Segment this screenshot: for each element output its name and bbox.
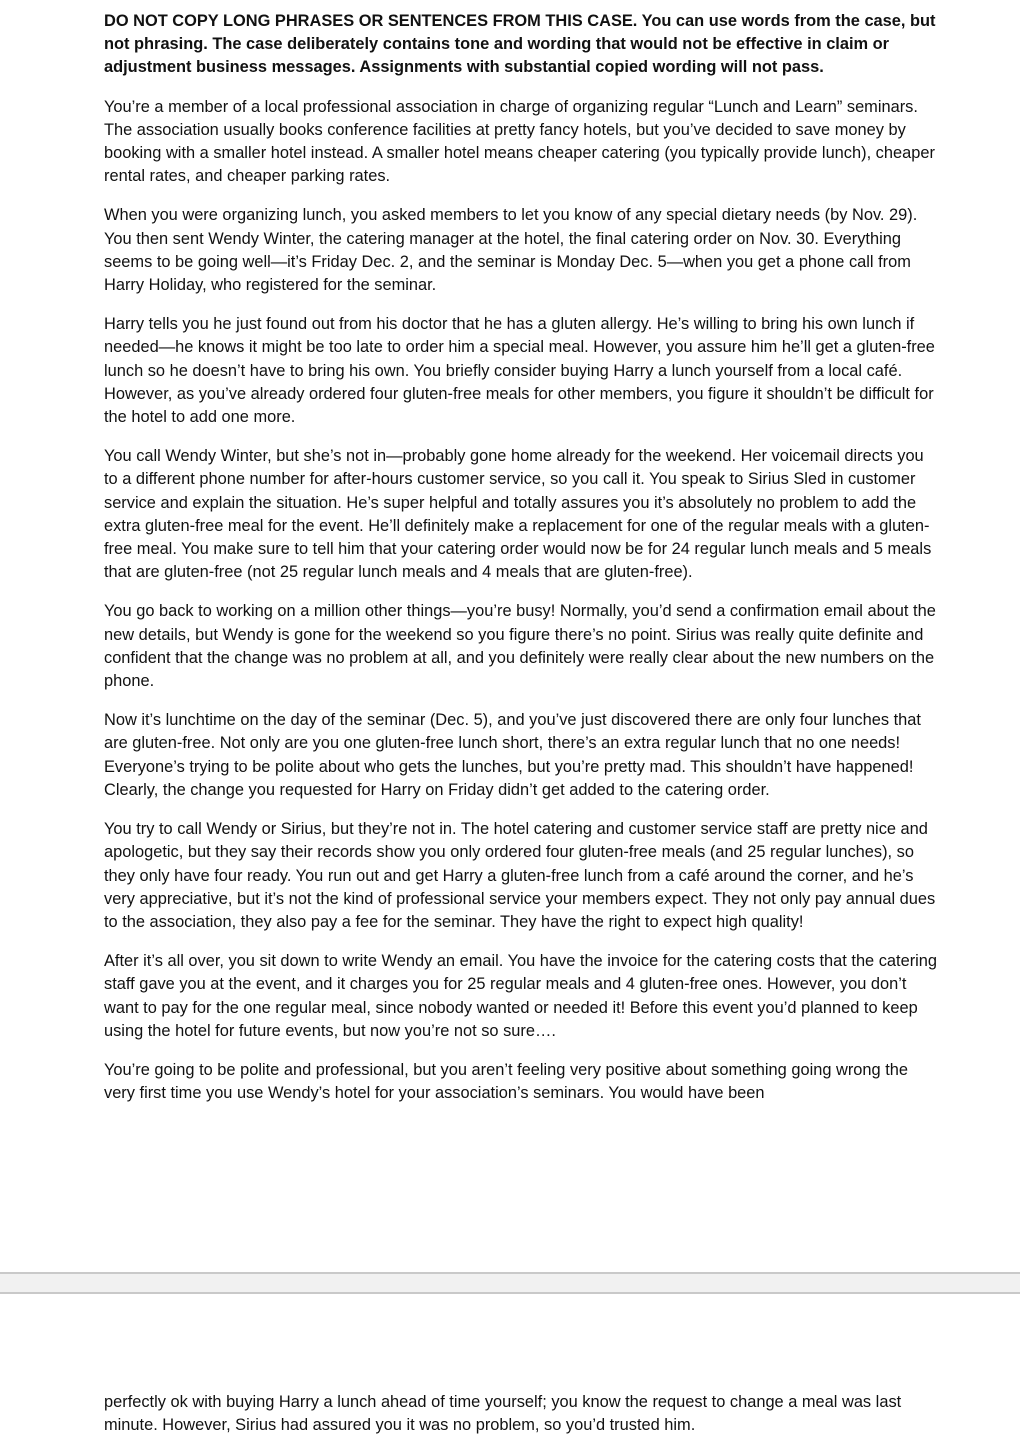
paragraph: perfectly ok with buying Harry a lunch ahead of time yourself; you know the request to change a meal was last minute. However, Sirius had assured you it was no problem, so you’d trusted him. (104, 1393, 902, 1435)
page-1-content (104, 10, 940, 1121)
paragraph: You try to call Wendy or Sirius, but they’re not in. The hotel catering and customer service staff are pretty nice and apologetic, but they say their records show you only ordered four gluten-free meals (and 25 regular lunches), so they only have four ready. You run out and get Harry a gluten-free lunch from a café around the corner, and he’s very appreciative, but it’s not the kind of professional service your members expect. They not only pay annual dues to the association, they also pay a fee for the seminar. They have the right to expect high quality! (104, 820, 936, 931)
paragraph: When you were organizing lunch, you asked members to let you know of any special dietary needs (by Nov. 29). You then sent Wendy Winter, the catering manager at the hotel, the final catering order on Nov. 30. Everything seems to be going well—it’s Friday Dec. 2, and the seminar is Monday Dec. 5—when you get a phone call from Harry Holiday, who registered for the seminar. (104, 206, 918, 295)
paragraph: You’re a member of a local professional association in charge of organizing regular “Lunch and Learn” seminars. The association usually books conference facilities at pretty fancy hotels, but you’ve decided to save money by booking with a smaller hotel instead. A smaller hotel means cheaper catering (you typically provide lunch), cheaper rental rates, and cheaper parking rates. (104, 97, 935, 186)
paragraph: After it’s all over, you sit down to write Wendy an email. You have the invoice for the catering costs that the catering staff gave you at the event, and it charges you for 25 regular meals and 4 gluten-free ones. However, you don’t want to pay for the one regular meal, since nobody wanted or needed it! Before this event you’d planned to keep using the hotel for future events, but now you’re not so sure…. (104, 952, 938, 1040)
paragraph: You’re going to be polite and professional, but you aren’t feeling very positive about something going wrong the very first time you use Wendy’s hotel for your association’s seminars. You would have been (104, 1060, 908, 1103)
copy-warning: DO NOT COPY LONG PHRASES OR SENTENCES FROM THIS CASE. You can use words from the case, but not phrasing. The case deliberately contains tone and wording that would not be effective in claim or adjustment business messages. Assignments with substantial copied wording will not pass. (104, 12, 936, 77)
page-2-content (104, 1391, 940, 1437)
paragraph: Harry tells you he just found out from his doctor that he has a gluten allergy. He’s willing to bring his own lunch if needed—he knows it might be too late to order him a special meal. However, you assure him he’ll get a gluten-free lunch so he doesn’t have to bring his own. You briefly consider buying Harry a lunch yourself from a local café. However, as you’ve already ordered four gluten-free meals for other members, you figure it shouldn’t be difficult for the hotel to add one more. (104, 315, 935, 427)
paragraph: You go back to working on a million other things—you’re busy! Normally, you’d send a confirmation email about the new details, but Wendy is gone for the weekend so you figure there’s no point. Sirius was really quite definite and confident that the change was no problem at all, and you definitely were really clear about the new numbers on the phone. (104, 602, 936, 691)
paragraph: You call Wendy Winter, but she’s not in—probably gone home already for the weekend. Her voicemail directs you to a different phone number for after-hours customer service, so you call it. You speak to Sirius Sled in customer service and explain the situation. He’s super helpful and totally assures you it’s absolutely no problem to add the extra gluten-free meal for the event. He’ll definitely make a replacement for one of the regular meals with a gluten-free meal. You make sure to tell him that your catering order would now be for 24 regular lunch meals and 5 meals that are gluten-free (not 25 regular lunch meals and 4 meals that are gluten-free). (104, 447, 932, 582)
paragraph: Now it’s lunchtime on the day of the seminar (Dec. 5), and you’ve just discovered there are only four lunches that are gluten-free. Not only are you one gluten-free lunch short, there’s an extra regular lunch that no one needs! Everyone’s trying to be polite about who gets the lunches, but you’re pretty mad. This shouldn’t have happened! Clearly, the change you requested for Harry on Friday didn’t get added to the catering order. (104, 711, 921, 799)
page-break-separator (0, 1272, 1020, 1294)
document-page-2 (0, 1294, 1020, 1448)
